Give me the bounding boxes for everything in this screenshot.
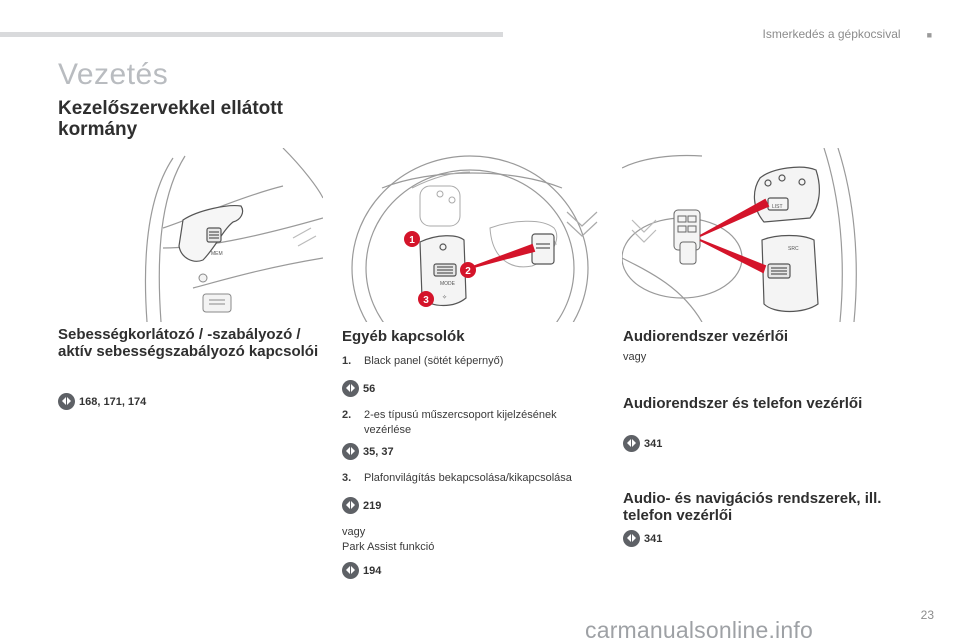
cruise-control-heading: Sebességkorlátozó / -szabályozó / aktív sebességszabályozó kapcsolói — [58, 326, 319, 360]
running-header — [762, 27, 932, 41]
page-ref-icon — [342, 443, 359, 460]
callout-1: 1 — [409, 235, 415, 246]
page-reference[interactable]: 56 — [342, 380, 375, 397]
svg-text:MODE: MODE — [440, 281, 455, 287]
list-item: 1. Black panel (sötét képernyő) — [342, 355, 504, 367]
page-reference[interactable]: 341 — [623, 530, 662, 547]
list-item: 2. 2-es típusú műszercsoport kijelzésének vezérlése — [342, 409, 557, 436]
square-icon: ■ — [926, 30, 932, 40]
audio-controls-heading: Audiorendszer vezérlői — [623, 328, 789, 345]
page-ref-icon — [623, 435, 640, 452]
svg-text:LIST: LIST — [772, 204, 783, 210]
nav-phone-heading: Audio- és navigációs rendszerek, ill. telefon vezérlői — [623, 490, 882, 524]
page-reference[interactable]: 35, 37 — [342, 443, 394, 460]
callout-2: 2 — [465, 266, 471, 277]
page-ref-icon — [58, 393, 75, 410]
svg-text:✧: ✧ — [442, 295, 448, 301]
page-title: Vezetés — [58, 58, 169, 91]
svg-text:MEM: MEM — [211, 251, 223, 257]
page-ref-icon — [623, 530, 640, 547]
or-text: vagy — [623, 351, 647, 363]
watermark: carmanualsonline.info — [585, 617, 813, 643]
svg-text:SRC: SRC — [788, 246, 799, 252]
section-name: Ismerkedés a gépkocsival — [762, 27, 901, 41]
steering-wheel-right-controls — [622, 148, 884, 322]
or-text: vagy — [342, 526, 366, 538]
page-reference[interactable]: 168, 171, 174 — [58, 393, 146, 410]
callout-3: 3 — [423, 295, 429, 306]
other-controls-heading: Egyéb kapcsolók — [342, 328, 465, 345]
page-number: 23 — [920, 608, 934, 622]
page-reference[interactable]: 219 — [342, 497, 381, 514]
list-item: 3. Plafonvilágítás bekapcsolása/kikapcsolása — [342, 472, 572, 484]
park-assist-text: Park Assist funkció — [342, 541, 435, 553]
page-subtitle: Kezelőszervekkel ellátott kormány — [58, 98, 283, 140]
steering-wheel-left-controls — [133, 148, 323, 322]
steering-wheel-center-controls — [342, 148, 604, 322]
page-ref-icon — [342, 562, 359, 579]
header-rule — [0, 32, 503, 37]
audio-phone-heading: Audiorendszer és telefon vezérlői — [623, 395, 863, 412]
page-ref-icon — [342, 380, 359, 397]
page-reference[interactable]: 194 — [342, 562, 381, 579]
page-reference[interactable]: 341 — [623, 435, 662, 452]
page-ref-icon — [342, 497, 359, 514]
